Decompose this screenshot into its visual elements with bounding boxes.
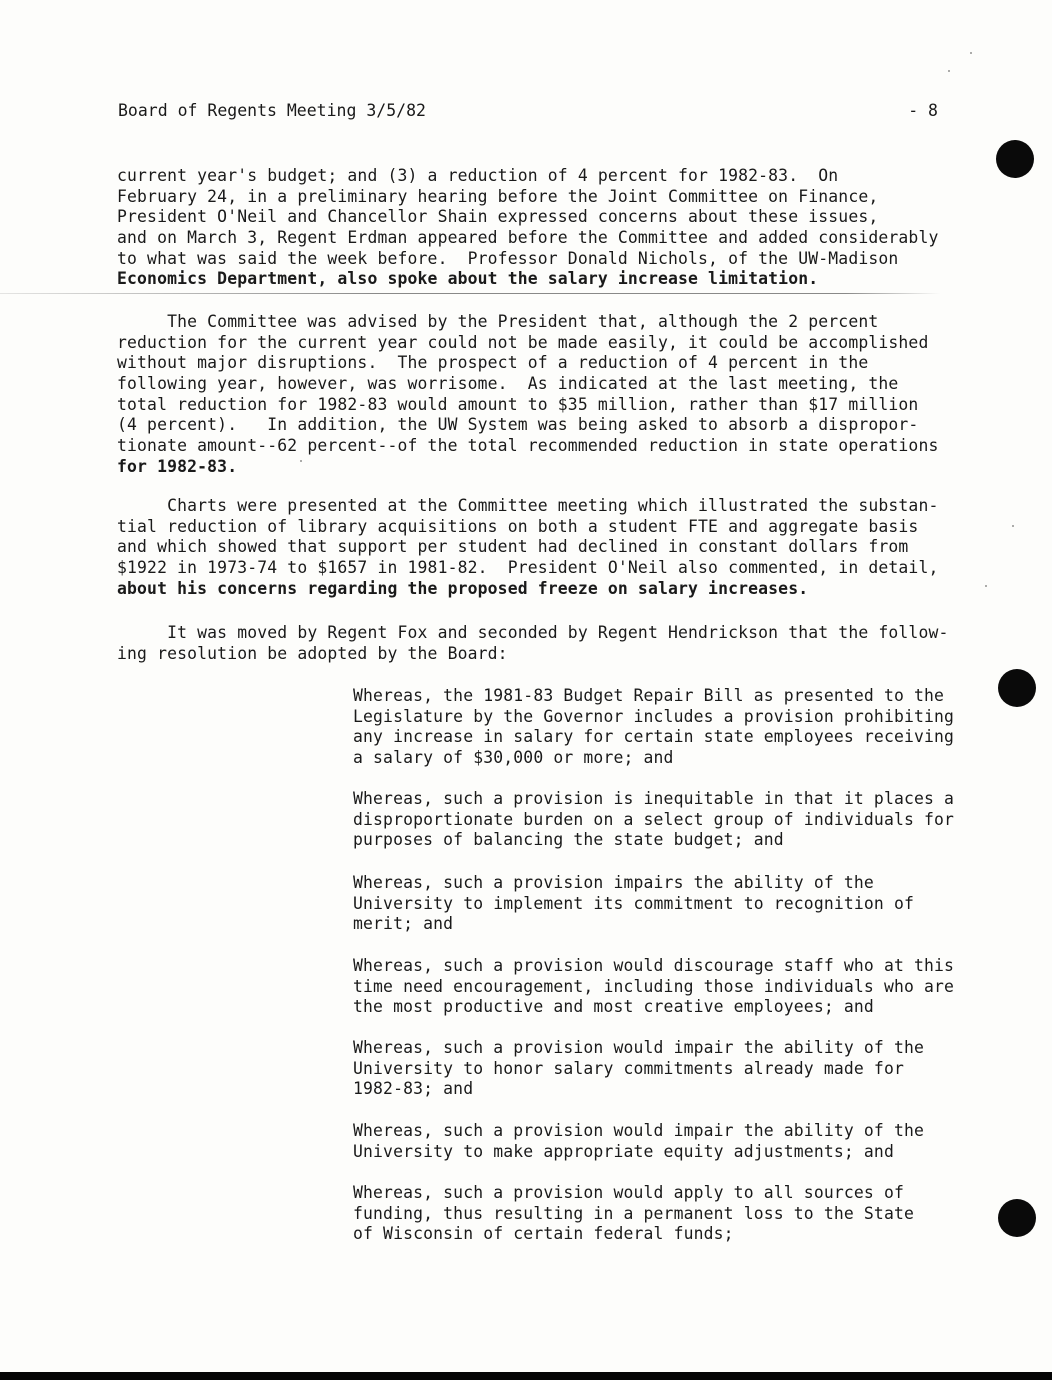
resolution-clause — [353, 873, 993, 935]
text-line: University to implement its commitment to recognition of — [353, 893, 915, 913]
scan-speck — [948, 70, 950, 72]
text-line: tial reduction of library acquisitions on both a student FTE and aggregate basis — [117, 516, 919, 536]
resolution-clause — [353, 1121, 993, 1162]
text-line: 1982-83; and — [353, 1079, 474, 1099]
text-line: The Committee was advised by the President that, although the 2 percent — [117, 312, 879, 331]
text-line: tionate amount--62 percent--of the total recommended reduction in state operations — [117, 436, 939, 456]
text-line: Whereas, the 1981-83 Budget Repair Bill as presented to the — [353, 686, 945, 705]
text-line: and which showed that support per student had declined in constant dollars from — [117, 537, 909, 557]
text-line: Whereas, such a provision would impair the ability of the — [353, 1121, 925, 1140]
scan-speck — [1012, 525, 1014, 527]
text-line: ing resolution be adopted by the Board: — [117, 643, 508, 663]
resolution-clause — [353, 789, 993, 851]
header-title: Board of Regents Meeting 3/5/82 — [118, 101, 426, 120]
text-line: reduction for the current year could not be made easily, it could be accomplished — [117, 332, 929, 352]
text-line: current year's budget; and (3) a reduction of 4 percent for 1982-83. On — [117, 166, 839, 185]
text-line: University to honor salary commitments already made for — [353, 1058, 904, 1078]
text-line: Whereas, such a provision is inequitable in that it places a — [353, 789, 955, 808]
text-line: for 1982-83. — [117, 456, 238, 476]
text-line: the most productive and most creative employees; and — [353, 997, 874, 1017]
text-line: University to make appropriate equity adjustments; and — [353, 1141, 894, 1161]
scan-speck — [970, 52, 972, 54]
text-line: and on March 3, Regent Erdman appeared before the Committee and added considerably — [117, 228, 939, 248]
text-line: without major disruptions. The prospect of a reduction of 4 percent in the — [117, 353, 869, 373]
text-line: Whereas, such a provision would discourage staff who at this — [353, 956, 955, 975]
text-line: of Wisconsin of certain federal funds; — [353, 1224, 734, 1244]
scan-edge — [0, 1372, 1052, 1380]
scan-speck — [985, 585, 987, 587]
punch-hole — [998, 1199, 1036, 1237]
text-line: $1922 in 1973-74 to $1657 in 1981-82. President O'Neil also commented, in detail, — [117, 558, 939, 578]
paragraph-motion — [117, 623, 997, 664]
resolution-clause — [353, 1038, 993, 1100]
paragraph-charts — [117, 496, 997, 599]
underline-mark — [0, 293, 940, 294]
scan-speck — [300, 460, 302, 462]
text-line: disproportionate burden on a select group of individuals for — [353, 809, 955, 829]
text-line: Charts were presented at the Committee meeting which illustrated the substan- — [117, 496, 939, 515]
punch-hole — [998, 669, 1036, 707]
text-line: (4 percent). In addition, the UW System was being asked to absorb a dispropor- — [117, 415, 919, 435]
text-line: Legislature by the Governor includes a provision prohibiting — [353, 706, 955, 726]
text-line: Whereas, such a provision would impair the ability of the — [353, 1038, 925, 1057]
resolution-clause — [353, 1183, 993, 1245]
text-line: Economics Department, also spoke about the salary increase limitation. — [117, 269, 819, 289]
text-line: purposes of balancing the state budget; and — [353, 830, 784, 850]
text-line: to what was said the week before. Professor Donald Nichols, of the UW-Madison — [117, 248, 899, 268]
text-line: February 24, in a preliminary hearing before the Joint Committee on Finance, — [117, 186, 879, 206]
text-line: total reduction for 1982-83 would amount to $35 million, rather than $17 million — [117, 394, 919, 414]
text-line: funding, thus resulting in a permanent loss to the State — [353, 1203, 915, 1223]
text-line: any increase in salary for certain state employees receiving — [353, 727, 955, 747]
punch-hole — [996, 140, 1034, 178]
text-line: a salary of $30,000 or more; and — [353, 748, 674, 768]
text-line: merit; and — [353, 914, 454, 934]
resolution-clause — [353, 686, 993, 769]
text-line: about his concerns regarding the proposed freeze on salary increases. — [117, 578, 809, 598]
text-line: It was moved by Regent Fox and seconded by Regent Hendrickson that the follow- — [117, 623, 949, 642]
text-line: Whereas, such a provision impairs the ability of the — [353, 873, 874, 892]
paragraph-president-advice — [117, 312, 997, 478]
text-line: following year, however, was worrisome. As indicated at the last meeting, the — [117, 374, 899, 394]
resolution-clause — [353, 956, 993, 1018]
text-line: Whereas, such a provision would apply to all sources of — [353, 1183, 904, 1202]
text-line: President O'Neil and Chancellor Shain expressed concerns about these issues, — [117, 207, 879, 227]
text-line: time need encouragement, including those individuals who are — [353, 976, 955, 996]
page-number: - 8 — [908, 101, 938, 120]
paragraph-budget-hearings — [117, 166, 997, 290]
